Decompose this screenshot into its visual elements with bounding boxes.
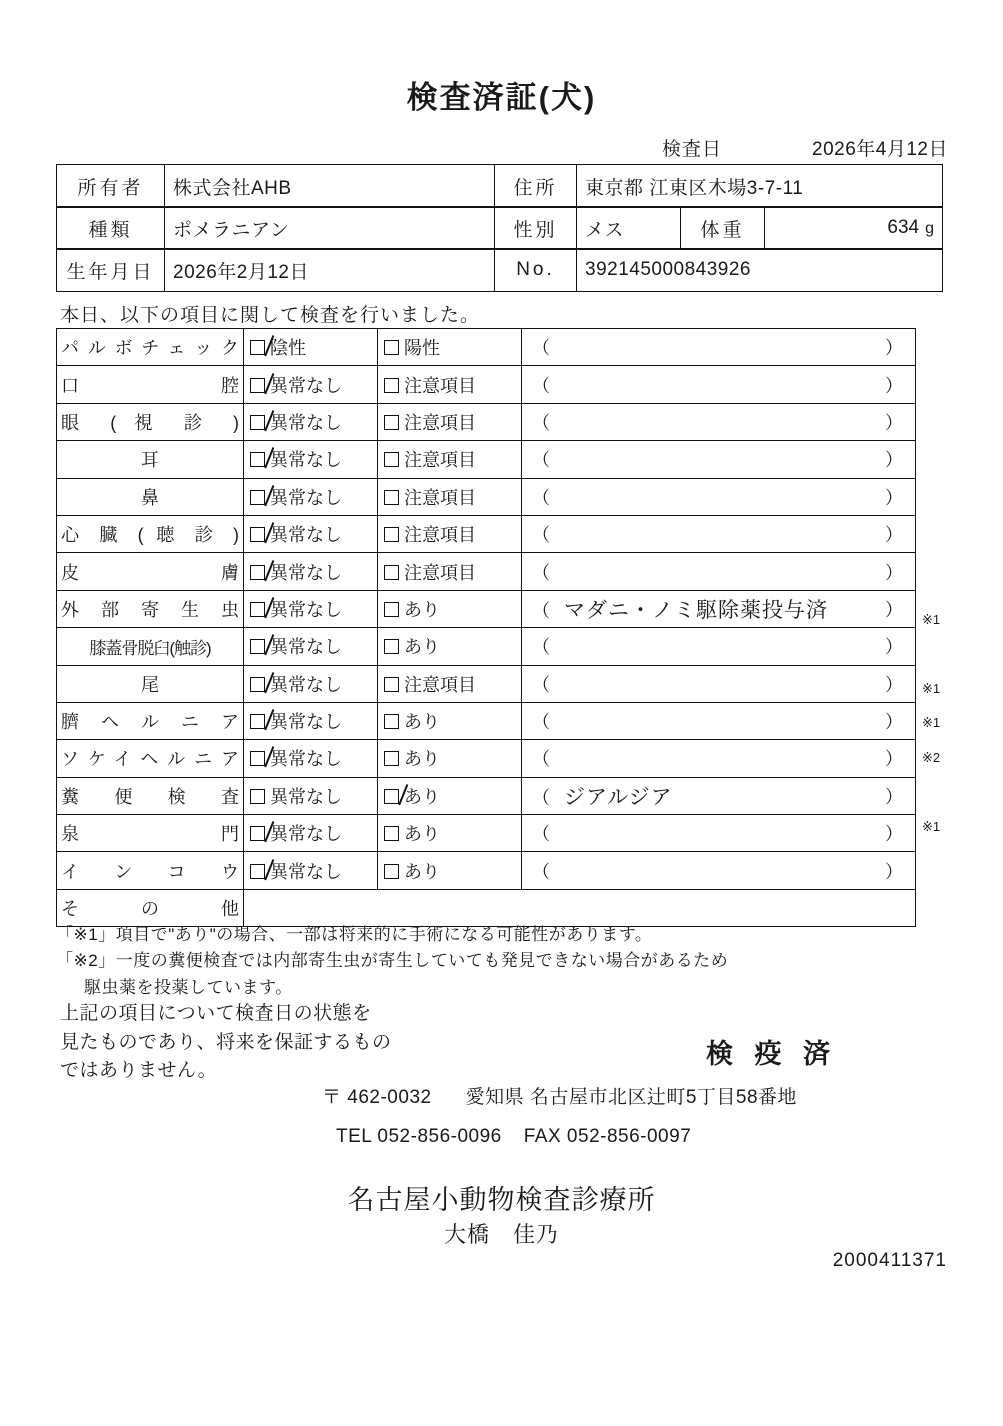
table-row bbox=[57, 628, 916, 665]
note-open-paren: （ bbox=[532, 450, 550, 471]
footnote-marker: ※1 bbox=[922, 715, 941, 731]
check-option-label: 注意項目 bbox=[404, 562, 476, 583]
note-open-paren: （ bbox=[532, 749, 550, 770]
check-option-label: あり bbox=[404, 749, 440, 770]
weight-value: 634 bbox=[887, 217, 920, 238]
footnotes bbox=[56, 922, 728, 1001]
check-option-label: あり bbox=[404, 861, 440, 882]
check-option-label: 注意項目 bbox=[404, 450, 476, 471]
check-option-label: 異常なし bbox=[270, 375, 342, 396]
check-option-label: あり bbox=[404, 824, 440, 845]
note-close-paren: ） bbox=[885, 637, 903, 658]
table-row bbox=[57, 441, 916, 478]
check-option-2[interactable] bbox=[378, 403, 522, 440]
check-option-label: 陰性 bbox=[270, 338, 306, 359]
checkbox-icon[interactable] bbox=[384, 677, 399, 692]
check-option-2[interactable] bbox=[378, 441, 522, 478]
check-option-1[interactable] bbox=[244, 478, 378, 515]
doctor-name: 大橋 佳乃 bbox=[443, 1222, 559, 1247]
check-item-label: 口 腔 bbox=[57, 366, 244, 403]
footnote-marker: ※2 bbox=[922, 749, 941, 765]
owner-info-table bbox=[56, 164, 943, 208]
note-close-paren: ） bbox=[885, 786, 903, 807]
note-open-paren: （ bbox=[532, 412, 550, 433]
check-item-label: ソケイヘルニア bbox=[57, 740, 244, 777]
check-option-label: 異常なし bbox=[270, 599, 342, 620]
note-handwritten-value: マダニ・ノミ駆除薬投与済 bbox=[564, 597, 828, 622]
quarantine-stamp: 検 疫 済 bbox=[706, 1039, 838, 1069]
clinic-address: 愛知県 名古屋市北区辻町5丁目58番地 bbox=[465, 1087, 798, 1108]
checkbox-icon[interactable] bbox=[384, 565, 399, 580]
check-option-2[interactable] bbox=[378, 628, 522, 665]
footnote-marker: ※1 bbox=[922, 818, 941, 834]
check-note-cell[interactable] bbox=[522, 403, 916, 440]
check-option-2[interactable] bbox=[378, 852, 522, 889]
checkbox-checked-icon[interactable] bbox=[250, 602, 265, 617]
note-close-paren: ） bbox=[885, 412, 903, 433]
exam-date-label: 検査日 bbox=[662, 139, 723, 160]
check-option-label: 注意項目 bbox=[404, 525, 476, 546]
check-option-1[interactable] bbox=[244, 777, 378, 814]
checkbox-checked-icon[interactable] bbox=[250, 864, 265, 879]
clinic-fax: FAX 052-856-0097 bbox=[523, 1126, 692, 1147]
checkbox-checked-icon[interactable] bbox=[250, 639, 265, 654]
check-note-cell[interactable] bbox=[522, 665, 916, 702]
birth-label: 生年月日 bbox=[57, 249, 165, 292]
table-row bbox=[57, 515, 916, 552]
check-option-label: あり bbox=[404, 712, 440, 733]
check-option-label: 注意項目 bbox=[404, 674, 476, 695]
checkbox-checked-icon[interactable] bbox=[384, 789, 399, 804]
check-option-1[interactable] bbox=[244, 740, 378, 777]
note-open-paren: （ bbox=[532, 674, 550, 695]
check-item-label: 臍 ヘ ル ニ ア bbox=[57, 702, 244, 739]
clinic-name: 名古屋小動物検査診療所 bbox=[347, 1185, 656, 1215]
owner-label: 所有者 bbox=[57, 165, 165, 208]
checkbox-checked-icon[interactable] bbox=[250, 340, 265, 355]
checkbox-checked-icon[interactable] bbox=[250, 452, 265, 467]
exam-date-row bbox=[0, 134, 948, 161]
table-row bbox=[57, 815, 916, 852]
checkbox-icon[interactable] bbox=[384, 452, 399, 467]
check-option-2[interactable] bbox=[378, 478, 522, 515]
check-option-2[interactable] bbox=[378, 329, 522, 366]
table-row bbox=[57, 777, 916, 814]
animal-info-table bbox=[56, 206, 943, 250]
check-option-2[interactable] bbox=[378, 590, 522, 627]
table-row bbox=[57, 249, 943, 292]
check-option-2[interactable] bbox=[378, 740, 522, 777]
checkbox-icon[interactable] bbox=[384, 490, 399, 505]
table-row bbox=[57, 478, 916, 515]
checkbox-checked-icon[interactable] bbox=[250, 677, 265, 692]
check-option-1[interactable] bbox=[244, 553, 378, 590]
check-option-label: 異常なし bbox=[270, 637, 342, 658]
checkbox-icon[interactable] bbox=[384, 415, 399, 430]
check-option-1[interactable] bbox=[244, 852, 378, 889]
note-close-paren: ） bbox=[885, 338, 903, 359]
check-item-label: 鼻 bbox=[57, 478, 244, 515]
weight-unit: g bbox=[925, 220, 934, 237]
check-option-label: 異常なし bbox=[270, 749, 342, 770]
no-value: 392145000843926 bbox=[577, 249, 943, 292]
checkbox-checked-icon[interactable] bbox=[250, 490, 265, 505]
check-option-label: 陽性 bbox=[404, 338, 440, 359]
note-open-paren: （ bbox=[532, 525, 550, 546]
check-option-1[interactable] bbox=[244, 702, 378, 739]
check-option-label: 異常なし bbox=[270, 861, 342, 882]
footnote-marker: ※1 bbox=[922, 681, 941, 696]
sex-value: メス bbox=[577, 207, 681, 250]
table-row bbox=[57, 207, 943, 250]
table-row bbox=[57, 366, 916, 403]
table-row bbox=[57, 665, 916, 702]
checkbox-icon[interactable] bbox=[384, 826, 399, 841]
note-close-paren: ） bbox=[885, 562, 903, 583]
checkbox-checked-icon[interactable] bbox=[250, 378, 265, 393]
footnote-2-line1: 「※2」一度の糞便検査では内部寄生虫が寄生していても発見できない場合があるため bbox=[56, 951, 729, 971]
note-close-paren: ） bbox=[885, 861, 903, 882]
check-option-2[interactable] bbox=[378, 777, 522, 814]
address-value: 東京都 江東区木場3-7-11 bbox=[577, 165, 943, 208]
check-option-1[interactable] bbox=[244, 515, 378, 552]
checkbox-checked-icon[interactable] bbox=[250, 751, 265, 766]
note-open-paren: （ bbox=[532, 824, 550, 845]
intro-text: 本日、以下の項目に関して検査を行いました。 bbox=[60, 305, 481, 326]
checkbox-checked-icon[interactable] bbox=[250, 527, 265, 542]
check-option-1[interactable] bbox=[244, 403, 378, 440]
check-option-2[interactable] bbox=[378, 366, 522, 403]
check-item-label: イ ン コ ウ bbox=[57, 852, 244, 889]
check-option-label: 注意項目 bbox=[404, 487, 476, 508]
note-close-paren: ） bbox=[885, 674, 903, 695]
owner-value: 株式会社AHB bbox=[165, 165, 495, 208]
check-option-2[interactable] bbox=[378, 553, 522, 590]
note-handwritten-value: ジアルジア bbox=[564, 784, 673, 809]
footnote-1: 「※1」項目で"あり"の場合、一部は将来的に手術になる可能性があります。 bbox=[56, 925, 653, 944]
table-row bbox=[57, 590, 916, 627]
footnote-2-line2: 駆虫薬を投薬しています。 bbox=[84, 977, 293, 997]
note-open-paren: （ bbox=[532, 600, 550, 621]
sex-label: 性別 bbox=[495, 207, 577, 250]
check-item-label: 外 部 寄 生 虫 bbox=[57, 590, 244, 627]
check-item-label: 糞 便 検 査 bbox=[57, 777, 244, 814]
clinic-zip: 〒 462-0032 bbox=[322, 1087, 432, 1108]
check-item-label: パルボチェック bbox=[57, 329, 244, 366]
serial-number: 2000411371 bbox=[832, 1250, 947, 1271]
note-open-paren: （ bbox=[532, 787, 550, 808]
weight-value-cell bbox=[765, 207, 943, 250]
check-option-label: 異常なし bbox=[270, 674, 342, 695]
check-note-cell[interactable] bbox=[522, 515, 916, 552]
breed-value: ポメラニアン bbox=[165, 207, 495, 250]
check-note-cell[interactable] bbox=[522, 777, 916, 814]
note-open-paren: （ bbox=[532, 712, 550, 733]
clinic-contact-row bbox=[336, 1126, 691, 1148]
disclaimer-statement bbox=[60, 1000, 392, 1086]
check-note-cell[interactable] bbox=[522, 441, 916, 478]
address-label: 住所 bbox=[495, 165, 577, 208]
check-option-1[interactable] bbox=[244, 329, 378, 366]
check-option-label: 異常なし bbox=[270, 824, 342, 845]
weight-label: 体重 bbox=[681, 207, 765, 250]
checkbox-icon[interactable] bbox=[384, 751, 399, 766]
footnote-marker: ※1 bbox=[922, 612, 941, 628]
id-info-table bbox=[56, 248, 943, 292]
breed-label: 種類 bbox=[57, 207, 165, 250]
check-option-label: 異常なし bbox=[270, 412, 342, 433]
check-item-label: 泉 門 bbox=[57, 815, 244, 852]
check-option-label: あり bbox=[404, 786, 440, 807]
note-open-paren: （ bbox=[532, 487, 550, 508]
examination-items-table bbox=[56, 328, 916, 927]
disclaimer-line-1: 上記の項目について検査日の状態を bbox=[60, 1003, 372, 1024]
checkbox-checked-icon[interactable] bbox=[250, 415, 265, 430]
exam-date-value: 2026年4月12日 bbox=[812, 139, 948, 160]
check-option-1[interactable] bbox=[244, 815, 378, 852]
note-close-paren: ） bbox=[885, 599, 903, 620]
note-close-paren: ） bbox=[885, 525, 903, 546]
table-row bbox=[57, 165, 943, 208]
note-open-paren: （ bbox=[532, 562, 550, 583]
note-open-paren: （ bbox=[532, 375, 550, 396]
check-option-label: 異常なし bbox=[270, 525, 342, 546]
table-row bbox=[57, 329, 916, 366]
check-item-label: 眼 ( 視 診 ) bbox=[57, 403, 244, 440]
check-note-cell[interactable] bbox=[522, 553, 916, 590]
check-option-2[interactable] bbox=[378, 702, 522, 739]
check-option-label: 異常なし bbox=[270, 450, 342, 471]
check-option-1[interactable] bbox=[244, 665, 378, 702]
check-option-1[interactable] bbox=[244, 590, 378, 627]
disclaimer-line-2: 見たものであり、将来を保証するもの bbox=[60, 1031, 392, 1053]
table-row bbox=[57, 553, 916, 590]
checkbox-checked-icon[interactable] bbox=[250, 565, 265, 580]
check-option-label: あり bbox=[404, 599, 440, 620]
birth-value: 2026年2月12日 bbox=[165, 249, 495, 292]
no-label: No. bbox=[495, 249, 577, 292]
check-option-label: 異常なし bbox=[270, 712, 342, 733]
check-item-label: 尾 bbox=[57, 665, 244, 702]
check-note-cell[interactable] bbox=[522, 702, 916, 739]
note-close-paren: ） bbox=[885, 712, 903, 733]
other-row-label: そ の 他 bbox=[57, 889, 244, 926]
note-close-paren: ） bbox=[885, 487, 903, 508]
clinic-tel: TEL 052-856-0096 bbox=[336, 1126, 502, 1147]
check-note-cell[interactable] bbox=[522, 852, 916, 889]
note-open-paren: （ bbox=[532, 338, 550, 359]
check-option-label: 異常なし bbox=[270, 562, 342, 583]
check-note-cell[interactable] bbox=[522, 628, 916, 665]
note-open-paren: （ bbox=[532, 861, 550, 882]
checkbox-icon[interactable] bbox=[384, 527, 399, 542]
checkbox-icon[interactable] bbox=[384, 378, 399, 393]
checkbox-checked-icon[interactable] bbox=[250, 826, 265, 841]
check-option-1[interactable] bbox=[244, 441, 378, 478]
check-note-cell[interactable] bbox=[522, 329, 916, 366]
check-item-label: 心 臓 ( 聴 診 ) bbox=[57, 515, 244, 552]
note-close-paren: ） bbox=[885, 375, 903, 396]
table-row bbox=[57, 702, 916, 739]
check-option-1[interactable] bbox=[244, 628, 378, 665]
checkbox-icon[interactable] bbox=[384, 602, 399, 617]
check-item-label: 膝蓋骨脱臼(触診) bbox=[57, 628, 244, 665]
check-note-cell[interactable] bbox=[522, 366, 916, 403]
table-row bbox=[57, 740, 916, 777]
check-option-label: 異常なし bbox=[270, 786, 342, 807]
checkbox-icon[interactable] bbox=[384, 340, 399, 355]
check-option-2[interactable] bbox=[378, 515, 522, 552]
checkbox-icon[interactable] bbox=[250, 789, 265, 804]
note-open-paren: （ bbox=[532, 637, 550, 658]
disclaimer-line-3: ではありません。 bbox=[60, 1060, 218, 1081]
check-item-label: 耳 bbox=[57, 441, 244, 478]
check-item-label: 皮 膚 bbox=[57, 553, 244, 590]
page-title: 検査済証(犬) bbox=[406, 80, 597, 115]
check-option-label: 注意項目 bbox=[404, 375, 476, 396]
checkbox-icon[interactable] bbox=[384, 639, 399, 654]
checkbox-icon[interactable] bbox=[384, 714, 399, 729]
check-option-2[interactable] bbox=[378, 665, 522, 702]
check-note-cell[interactable] bbox=[522, 740, 916, 777]
note-close-paren: ） bbox=[885, 824, 903, 845]
check-option-label: 異常なし bbox=[270, 487, 342, 508]
clinic-address-row bbox=[322, 1082, 797, 1109]
check-option-label: あり bbox=[404, 637, 440, 658]
checkbox-icon[interactable] bbox=[384, 864, 399, 879]
table-row bbox=[57, 852, 916, 889]
check-option-1[interactable] bbox=[244, 366, 378, 403]
check-note-cell[interactable] bbox=[522, 815, 916, 852]
check-note-cell[interactable] bbox=[522, 478, 916, 515]
check-note-cell[interactable] bbox=[522, 590, 916, 627]
note-close-paren: ） bbox=[885, 450, 903, 471]
note-close-paren: ） bbox=[885, 749, 903, 770]
checkbox-checked-icon[interactable] bbox=[250, 714, 265, 729]
table-row bbox=[57, 403, 916, 440]
check-option-2[interactable] bbox=[378, 815, 522, 852]
check-option-label: 注意項目 bbox=[404, 412, 476, 433]
